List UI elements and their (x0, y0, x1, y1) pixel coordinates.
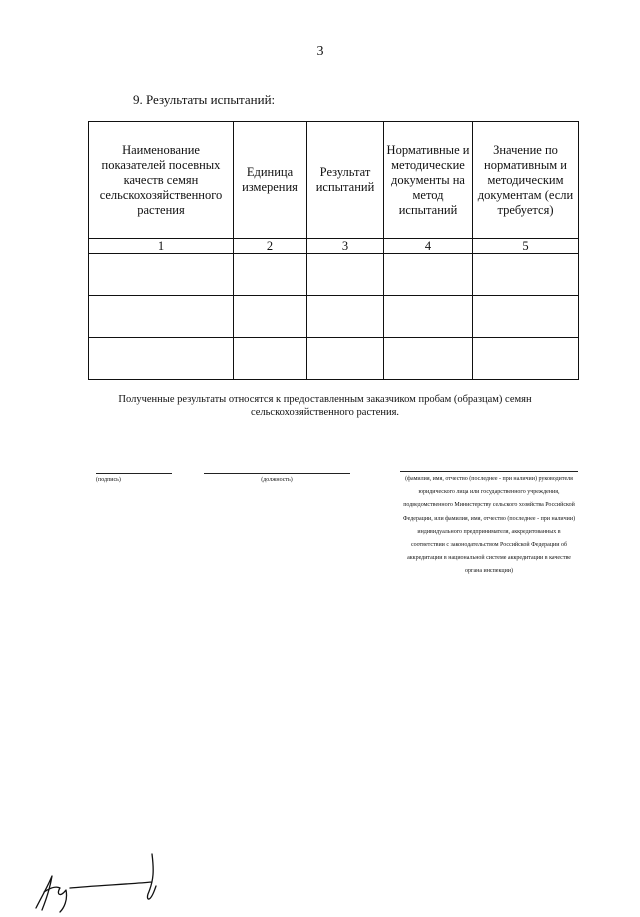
results-note: Полученные результаты относятся к предоставленным заказчиком пробам (образцам) семян сельскохозяйственного растения. (118, 394, 532, 418)
header-normative-docs: Нормативные и методические документы на метод испытаний (384, 122, 473, 239)
table-cell (307, 254, 384, 296)
table-cell (384, 296, 473, 338)
table-cell (89, 296, 234, 338)
table-row (89, 338, 579, 380)
header-indicator-name: Наименование показателей посевных качеств семян сельскохозяйственного растения (89, 122, 234, 239)
table-cell (307, 338, 384, 380)
table-cell (473, 296, 579, 338)
table-header-row (89, 122, 579, 239)
table-cell (234, 254, 307, 296)
table-cell (89, 338, 234, 380)
table-row (89, 254, 579, 296)
position-line (204, 473, 350, 474)
full-name-label: (фамилия, имя, отчество (последнее - при наличии) руководителя юридического лица или государственного учреждения, подведомственного Министерству сельского хозяйства Российской Федерации, или фамилия, имя, отчество (последнее - при наличии) индивидуального предпринимателя, аккредитованных в соответствии с законодательством Российской Федерации об аккредитации в национальной системе аккредитации в качестве органа инспекции) (402, 476, 576, 575)
table-cell (234, 296, 307, 338)
signature-label: (подпись) (96, 477, 121, 483)
header-test-result: Результат испытаний (307, 122, 384, 239)
table-cell (384, 254, 473, 296)
column-number: 2 (234, 239, 307, 254)
column-number-row (89, 239, 579, 254)
table-cell (384, 338, 473, 380)
table-cell (307, 296, 384, 338)
section-title: 9. Результаты испытаний: (133, 92, 276, 107)
column-number: 1 (89, 239, 234, 254)
table-cell (473, 338, 579, 380)
handwritten-signature (30, 848, 180, 914)
page-number: 3 (316, 44, 324, 59)
column-number: 3 (307, 239, 384, 254)
table-cell (473, 254, 579, 296)
column-number: 4 (384, 239, 473, 254)
full-name-line (400, 471, 578, 472)
table-row (89, 296, 579, 338)
position-label: (должность) (261, 477, 293, 483)
results-table (88, 121, 579, 380)
header-normative-value: Значение по нормативным и методическим документам (если требуется) (473, 122, 579, 239)
table-cell (89, 254, 234, 296)
column-number: 5 (473, 239, 579, 254)
table-cell (234, 338, 307, 380)
signature-line (96, 473, 172, 474)
header-unit: Единица измерения (234, 122, 307, 239)
